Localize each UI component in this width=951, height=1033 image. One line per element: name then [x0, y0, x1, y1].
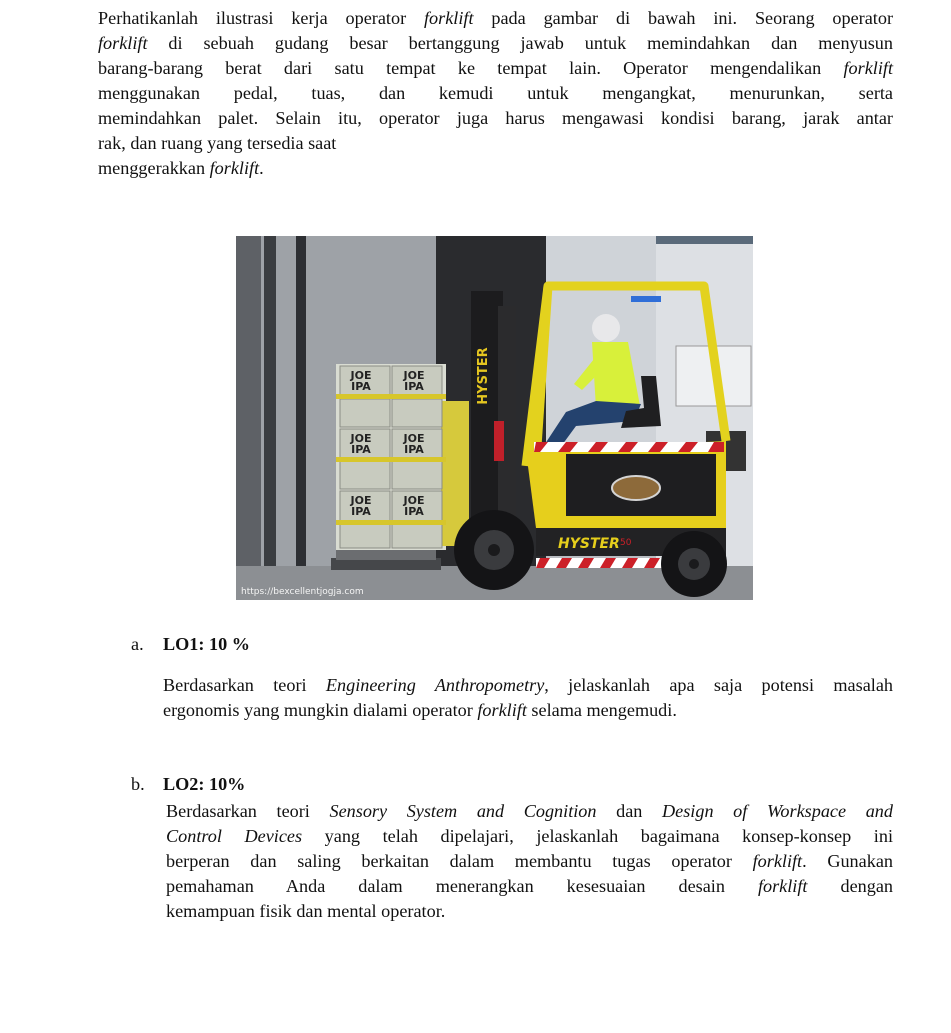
forklift-photo	[236, 236, 753, 600]
question-b-line-3: berperan dan saling berkaitan dalam membantu tugas operator forklift. Gunakan	[166, 851, 893, 871]
mast-brand-label: HYSTER	[476, 347, 491, 405]
front-wheel	[454, 510, 534, 590]
box-label: JOE	[350, 494, 372, 507]
question-a-marker: a.	[131, 634, 144, 654]
box-label: IPA	[351, 380, 371, 393]
box-label: JOE	[403, 432, 425, 445]
box-label: IPA	[351, 505, 371, 518]
forklift-mast	[471, 291, 516, 546]
question-b-body	[166, 799, 893, 924]
intro-line-6: rak, dan ruang yang tersedia saat	[98, 133, 337, 153]
image-watermark: https://bexcellentjogja.com	[241, 587, 364, 597]
box-label: JOE	[403, 494, 425, 507]
question-a-line-1: Berdasarkan teori Engineering Anthropometry, jelaskanlah apa saja potensi masalah	[163, 675, 893, 695]
box-label: IPA	[351, 443, 371, 456]
box-label: JOE	[350, 432, 372, 445]
intro-line-1: Perhatikanlah ilustrasi kerja operator forklift pada gambar di bawah ini. Seorang operator	[98, 8, 894, 28]
body-brand-label: HYSTER	[558, 536, 620, 552]
box-label: IPA	[404, 505, 424, 518]
box-label: JOE	[403, 369, 425, 382]
question-a-line-2: ergonomis yang mungkin dialami operator forklift selama mengemudi.	[163, 700, 677, 720]
question-b-line-1: Berdasarkan teori Sensory System and Cognition dan Design of Workspace and	[166, 801, 893, 821]
box-label: IPA	[404, 443, 424, 456]
question-b-marker: b.	[131, 774, 145, 794]
box-label: JOE	[350, 369, 372, 382]
intro-line-7: menggerakkan forklift.	[98, 158, 264, 178]
intro-line-2: forklift di sebuah gudang besar bertanggung jawab untuk memindahkan dan menyusun	[98, 33, 893, 53]
box-label: IPA	[404, 380, 424, 393]
question-b-line-2: Control Devices yang telah dipelajari, jelaskanlah bagaimana konsep-konsep ini	[166, 826, 893, 846]
question-b-title: LO2: 10%	[163, 774, 246, 794]
intro-line-5: memindahkan palet. Selain itu, operator juga harus mengawasi kondisi barang, jarak antar	[98, 108, 893, 128]
intro-line-4: menggunakan pedal, tuas, dan kemudi untuk mengangkat, menurunkan, serta	[98, 83, 893, 103]
question-b-line-5: kemampuan fisik dan mental operator.	[166, 901, 446, 921]
intro-line-3: barang-barang berat dari satu tempat ke tempat lain. Operator mengendalikan forklift	[98, 58, 893, 78]
intro-paragraph	[98, 6, 893, 181]
question-a-title: LO1: 10 %	[163, 634, 250, 654]
question-a-body	[163, 673, 893, 723]
rear-wheel	[661, 531, 727, 597]
question-b-line-4: pemahaman Anda dalam menerangkan kesesuaian desain forklift dengan	[166, 876, 893, 896]
body-model-label: 50	[620, 538, 632, 548]
